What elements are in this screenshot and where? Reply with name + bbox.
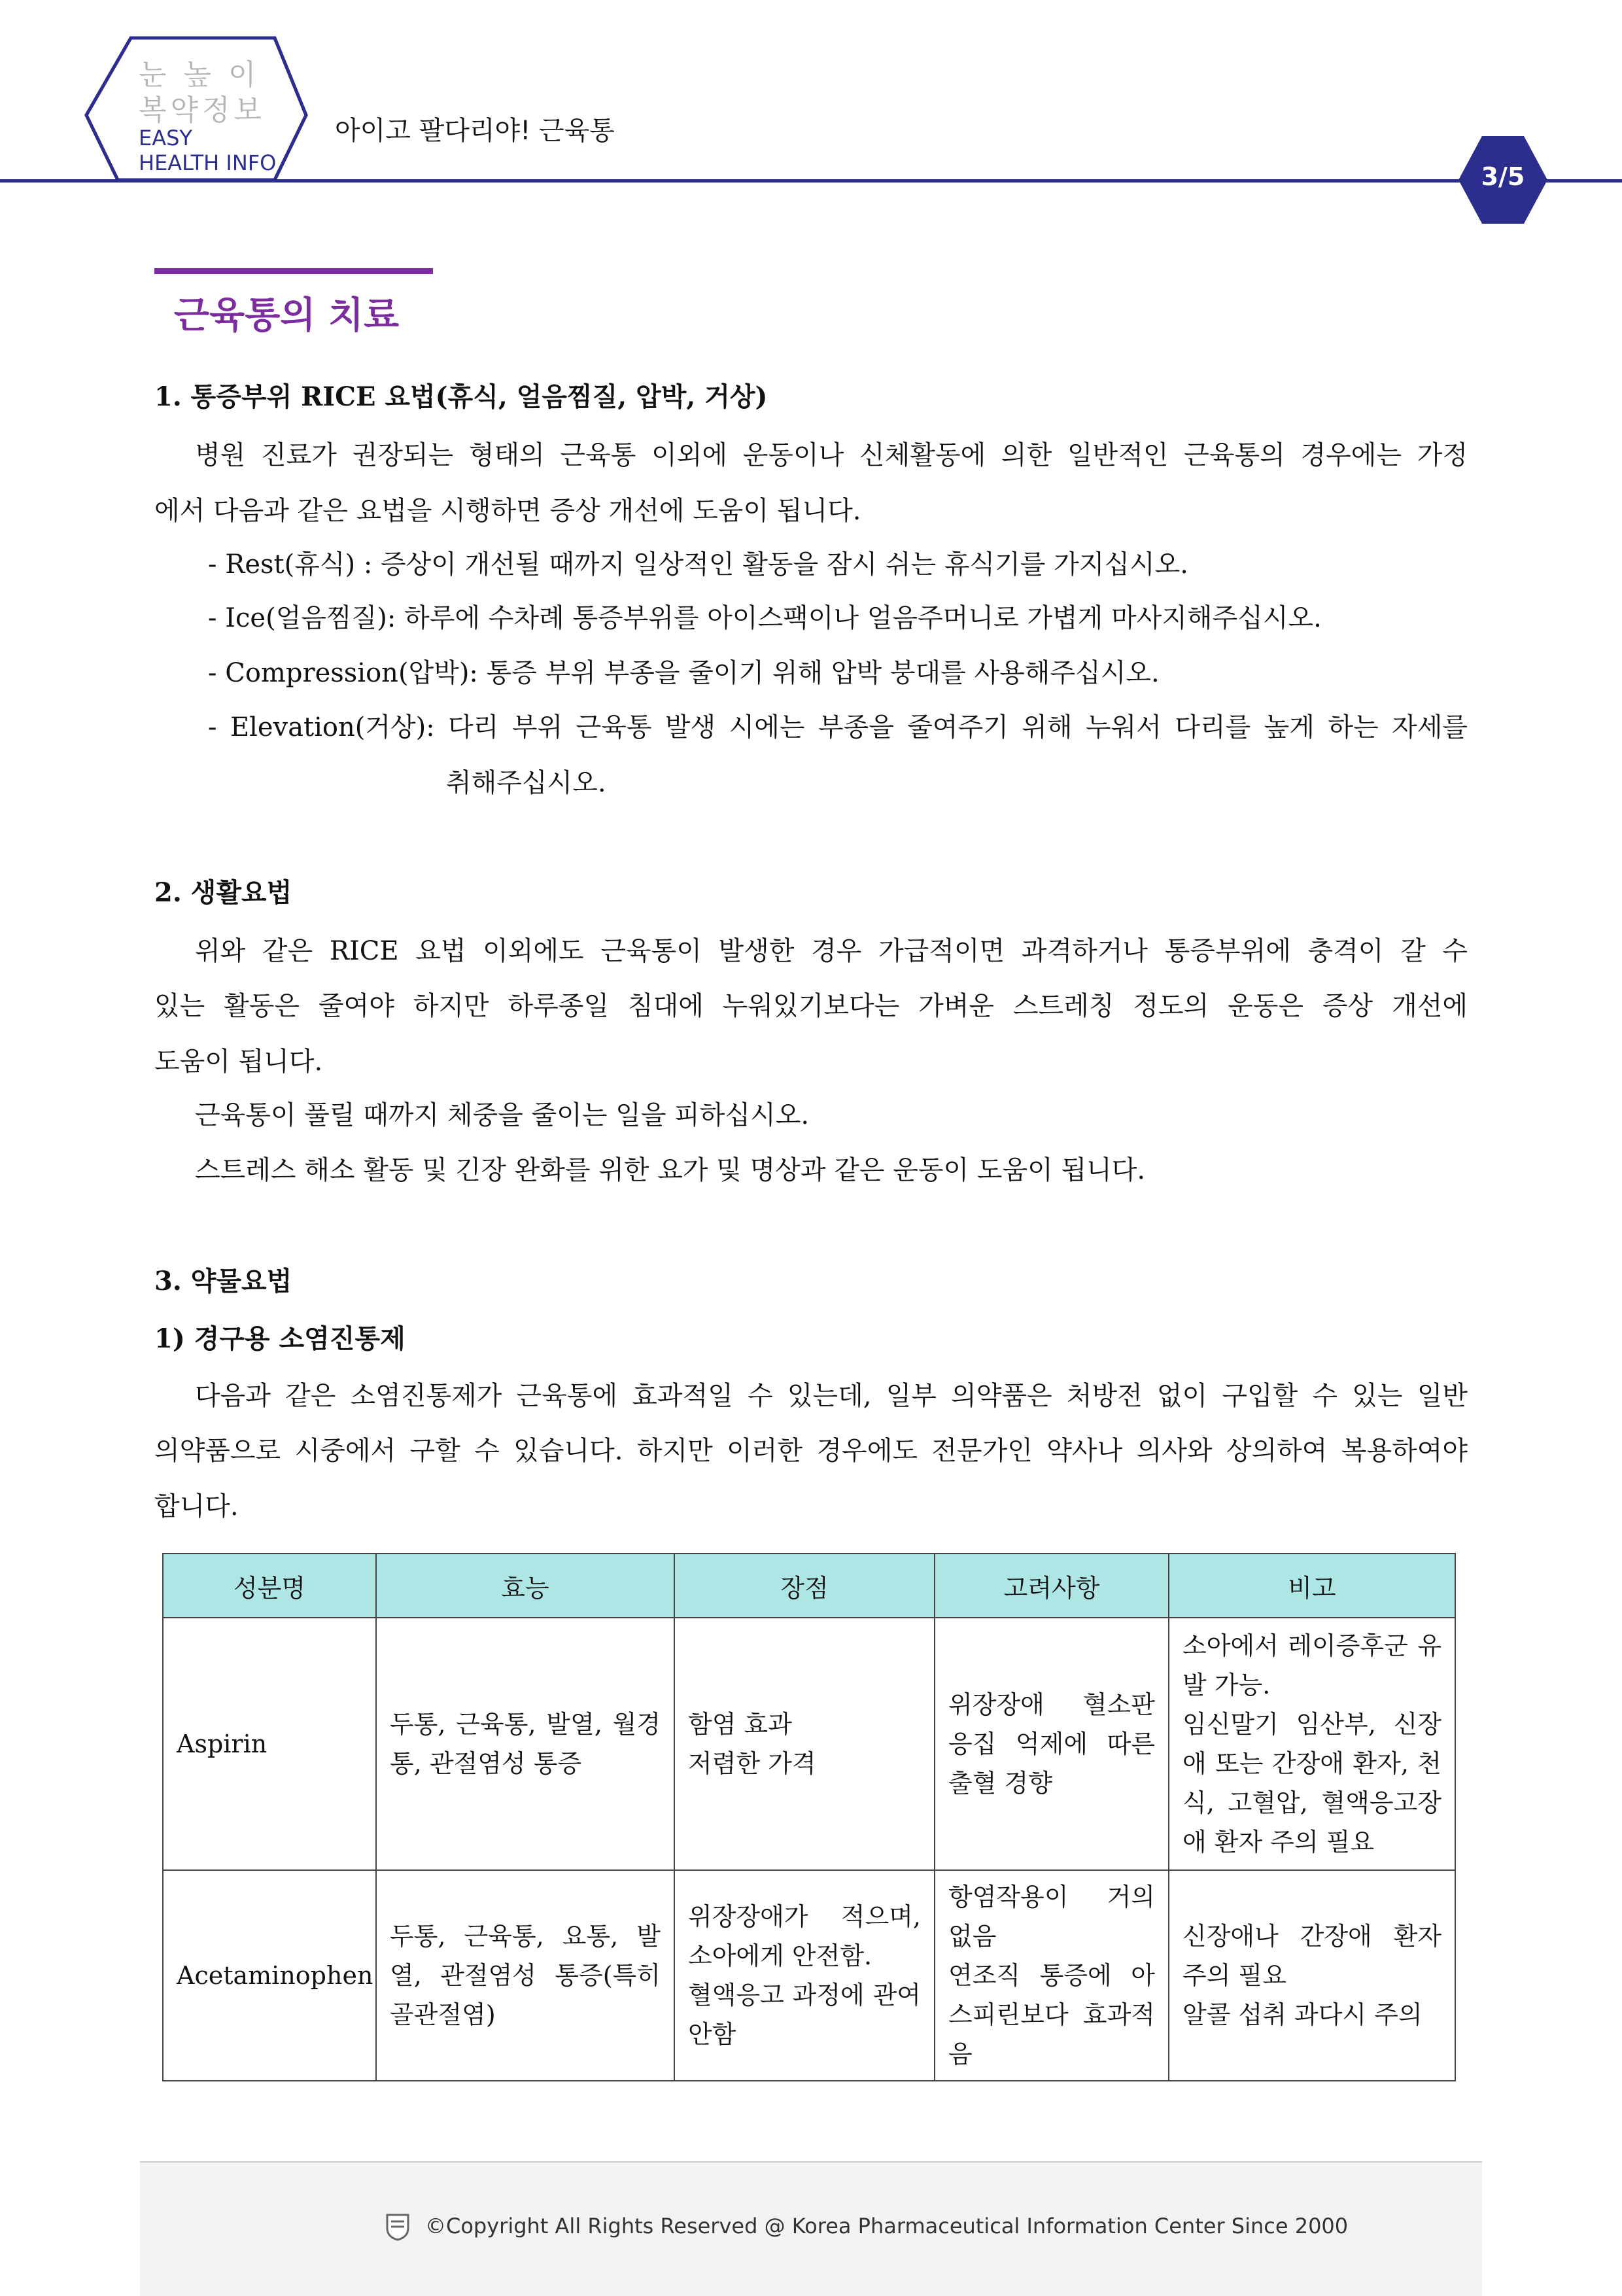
rice-item-elevation-cont: 취해주십시오. (446, 768, 606, 798)
part1-para-line2: 에서 다음과 같은 요법을 시행하면 증상 개선에 도움이 됩니다. (154, 496, 861, 526)
drug-merit: 위장장애가 적으며, 소아에게 안전함. 혈액응고 과정에 관여안함 (674, 1870, 935, 2081)
drug-consideration: 위장장애 혈소판 응집 억제에 따른 출혈 경향 (935, 1618, 1169, 1870)
drug-merit: 함염 효과 저렴한 가격 (674, 1618, 935, 1870)
header-ingredient: 성분명 (163, 1554, 376, 1618)
rice-item-ice: - Ice(얼음찜질): 하루에 수차례 통증부위를 아이스팩이나 얼음주머니로 가볍게 마사지해주십시오. (208, 603, 1322, 633)
rice-item-rest: - Rest(휴식) : 증상이 개선될 때까지 일상적인 활동을 잠시 쉬는 휴식기를 가지십시오. (208, 549, 1189, 580)
header-merit: 장점 (674, 1554, 935, 1618)
part2-heading: 2. 생활요법 (154, 877, 292, 908)
part2-para-line1: 위와 같은 RICE 요법 이외에도 근육통이 발생한 경우 가급적이면 과격하거나 통증부위에 충격이 갈 수 (195, 936, 1468, 966)
part3-para-line1: 다음과 같은 소염진통제가 근육통에 효과적일 수 있는데, 일부 의약품은 처방전 없이 구입할 수 있는 일반 (195, 1381, 1468, 1411)
drug-note: 소아에서 레이증후군 유발 가능. 임신말기 임산부, 신장애 또는 간장애 환자, 천식, 고혈압, 혈액응고장애 환자 주의 필요 (1169, 1618, 1455, 1870)
part3-para-line2: 의약품으로 시중에서 구할 수 있습니다. 하지만 이러한 경우에도 전문가인 약사나 의사와 상의하여 복용하여야 (154, 1436, 1468, 1466)
kpic-shield-icon (385, 2212, 411, 2241)
drug-note: 신장애나 간장애 환자 주의 필요 알콜 섭취 과다시 주의 (1169, 1870, 1455, 2081)
header-title: 아이고 팔다리야! 근육통 (335, 116, 615, 146)
drug-name: Aspirin (163, 1618, 376, 1870)
part3-heading: 3. 약물요법 (154, 1266, 292, 1296)
table-row (163, 1618, 1455, 1870)
header-considerations: 고려사항 (935, 1554, 1169, 1618)
part2-para-line3: 도움이 됩니다. (154, 1047, 323, 1077)
part2-line5: 스트레스 해소 활동 및 긴장 완화를 위한 요가 및 명상과 같은 운동이 도움이 됩니다. (195, 1155, 1146, 1185)
rice-item-elevation: - Elevation(거상): 다리 부위 근육통 발생 시에는 부종을 줄여주기 위해 누워서 다리를 높게 하는 자세를 (208, 712, 1468, 742)
drug-consideration: 항염작용이 거의 없음 연조직 통증에 아스피린보다 효과적음 (935, 1870, 1169, 2081)
header-efficacy: 효능 (376, 1554, 674, 1618)
drug-effect: 두통, 근육통, 요통, 발열, 관절염성 통증(특히 골관절염) (376, 1870, 674, 2081)
part2-line4: 근육통이 풀릴 때까지 체중을 줄이는 일을 피하십시오. (195, 1100, 810, 1130)
footer-copyright: ©Copyright All Rights Reserved @ Korea Pharmaceutical Information Center Since 2000 (425, 2214, 1349, 2238)
drug-table (162, 1553, 1456, 2081)
part1-para-line1: 병원 진료가 권장되는 형태의 근육통 이외에 운동이나 신체활동에 의한 일반적인 근육통의 경우에는 가정 (195, 440, 1468, 470)
table-row (163, 1870, 1455, 2081)
part3-para-line3: 합니다. (154, 1491, 239, 1522)
section-bar (154, 268, 433, 274)
logo-english: EASY HEALTH INFO (139, 126, 277, 175)
part2-para-line2: 있는 활동은 줄여야 하지만 하루종일 침대에 누워있기보다는 가벼운 스트레칭 정도의 운동은 증상 개선에 (154, 991, 1468, 1021)
drug-effect: 두통, 근육통, 발열, 월경통, 관절염성 통증 (376, 1618, 674, 1870)
page-number: 3/5 (1481, 162, 1525, 191)
part1-heading: 1. 통증부위 RICE 요법(휴식, 얼음찜질, 압박, 거상) (154, 381, 768, 412)
section-title: 근육통의 치료 (174, 294, 400, 337)
drug-name: Acetaminophen (163, 1870, 376, 2081)
table-header-row (163, 1554, 1455, 1618)
part3-subheading: 1) 경구용 소염진통제 (154, 1323, 406, 1354)
rice-item-compression: - Compression(압박): 통증 부위 부종을 줄이기 위해 압박 붕대를 사용해주십시오. (208, 658, 1160, 688)
logo-korean: 눈 높 이 복약정보 (139, 58, 266, 127)
header-notes: 비고 (1169, 1554, 1455, 1618)
